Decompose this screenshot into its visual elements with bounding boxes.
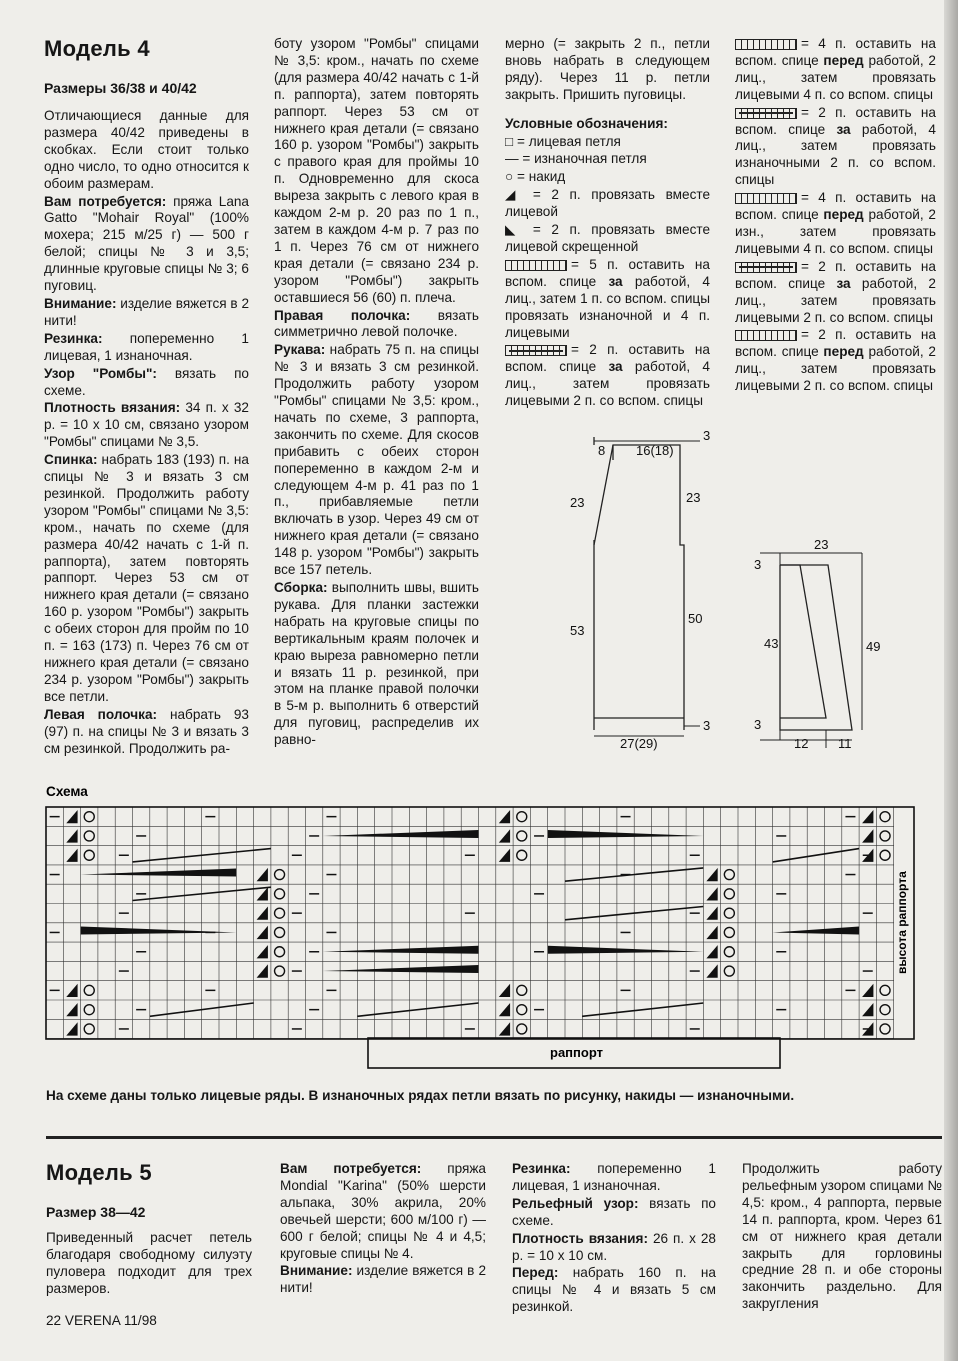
- text: попеременно 1 лицевая, 1 изнаночная.: [44, 330, 249, 363]
- term: Внимание:: [44, 295, 117, 311]
- rapport-height-label: высота раппорта: [895, 871, 909, 974]
- text: боту узором "Ромбы" спицами № 3,5: кром., начать по схеме (для размера 40/42 начать с 1-й п. раппорта), затем повторять раппорт. Через 53 см от нижнего края детали (= связано 160 р. узором "Ромбы") закрыть с правого края для проймы 10 п. Одновременно для скоса выреза закрыть с левого края в каждом 2-м р. 20 раз по 1 п., затем в каждом 4-м р. 7 раз по 1 п. Через 76 см от нижнего края детали (= связано 234 р. узором "Ромбы") закрыть оставшиеся 56 (60) п. плеча.: [274, 36, 479, 305]
- sleeve-bottom-1: 12: [794, 736, 809, 751]
- yarn-over-icon: [880, 850, 890, 860]
- cable-legend-item: [735, 327, 936, 395]
- text: 26 п. х 28 р. = 10 х 10 см.: [512, 1230, 716, 1263]
- yarn-over-icon: [724, 908, 734, 918]
- m4c1-para-4: [44, 366, 249, 400]
- k2tog-icon: [66, 1022, 77, 1035]
- yarn-over-icon: [724, 889, 734, 899]
- text: набрать 75 п. на спицы № 3 и вязать 3 см резинкой. Продолжить работу узором "Ромбы" спицами № 3,5: кром., начать по схеме, 3 раппорта, закончить по схеме. Для скосов прибавить с обеих сторон попеременно в каждом 2-м и следующем 4-м р. 41 раз по 1 п., прибавляемые петли включать в узор. Через 49 см от нижнего края детали (= связано 148 р. узором "Ромбы") закрыть все 157 петель.: [274, 342, 479, 578]
- sleeve-top-3: 3: [754, 557, 762, 572]
- k2tog-icon: [257, 887, 268, 900]
- sleeve-left: 43: [764, 636, 779, 651]
- yarn-over-icon: [517, 831, 527, 841]
- sleeve-right: 49: [866, 639, 881, 654]
- k2tog-icon: [499, 1003, 510, 1016]
- yarn-over-icon: [84, 831, 94, 841]
- term: Внимание:: [280, 1263, 353, 1279]
- legend-item: ◣ = 2 п. провязать вместе лицевой скрещенной: [505, 222, 710, 254]
- m4c1-para-5: [44, 400, 249, 451]
- m4c1-para-7: [44, 707, 249, 758]
- yarn-over-icon: [84, 985, 94, 995]
- text: работой, 4 лиц., затем 1 п. со вспом. спицы провязать изнаночной и 4 п. лицевыми: [505, 273, 710, 340]
- text: набрать 160 п. на спицы № 4 и вязать 5 см резинкой.: [512, 1265, 716, 1315]
- schema-label: Схема: [46, 784, 88, 799]
- yarn-over-icon: [84, 1005, 94, 1015]
- text: = 2 п. оставить на вспом. спице: [735, 104, 936, 137]
- term: Вам потребуется:: [280, 1161, 422, 1176]
- text: работой, 2 лиц., затем провязать лицевыми 2 п. со вспом. спицы: [735, 344, 936, 394]
- term: Узор "Ромбы":: [44, 365, 157, 381]
- yarn-over-icon: [724, 947, 734, 957]
- term: Перед:: [512, 1265, 559, 1281]
- model5-column-2: [280, 1161, 486, 1298]
- k2tog-icon: [257, 945, 268, 958]
- cable-line-icon: [133, 887, 271, 900]
- schema-note: На схеме даны только лицевые ряды. В изнаночных рядах петли вязать по рисунку, накиды — изнаночными.: [46, 1088, 795, 1103]
- cable-legend-item: [735, 36, 936, 104]
- text: = 4 п. оставить на вспом. спице: [735, 36, 936, 68]
- cable-legend-item: [505, 257, 710, 342]
- text: вязать по схеме.: [44, 365, 249, 398]
- text: изделие вяжется в 2 нити!: [44, 295, 249, 328]
- model4-title: Модель 4: [44, 36, 150, 61]
- text: = 5 п. оставить на вспом. спице: [505, 256, 710, 289]
- cable-wedge-icon: [81, 926, 237, 934]
- cable-line-icon: [133, 849, 271, 862]
- page-footer: 22 VERENA 11/98: [46, 1313, 157, 1328]
- text: = 2 п. оставить на вспом. спице: [505, 342, 710, 375]
- cable-wedge-icon: [773, 926, 860, 934]
- yarn-over-icon: [880, 1024, 890, 1034]
- text: работой, 2 лиц., затем провязать лицевыми 2 п. со вспом. спицы: [735, 275, 936, 325]
- emphasis: за: [836, 121, 851, 137]
- text: Отличающиеся данные для размера 40/42 приведены в скобках. Если стоит только одно число, то одно относится к обоим размерам.: [44, 108, 249, 191]
- k2tog-icon: [66, 810, 77, 823]
- text: работой, 4 лиц., затем провязать изнаночными 2 п. со вспом. спицы: [735, 121, 936, 188]
- k2tog-icon: [499, 810, 510, 823]
- text: работой, 4 лиц., затем провязать лицевыми 2 п. со вспом. спицы: [505, 359, 710, 409]
- model5-sizes: Размер 38—42: [46, 1204, 146, 1220]
- yarn-over-icon: [275, 927, 285, 937]
- yarn-over-icon: [275, 889, 285, 899]
- model4-column-3: [505, 36, 710, 411]
- yarn-over-icon: [275, 908, 285, 918]
- k2tog-icon: [862, 984, 873, 997]
- cable-wedge-icon: [323, 965, 479, 973]
- sleeve-bottom-2: 11: [838, 736, 852, 751]
- model5-column-1: Приведенный расчет петель благодаря свободному силуэту пуловера подходит для трех размеров.: [46, 1230, 252, 1296]
- text: 34 п. х 32 р. = 10 х 10 см, связано узором "Ромбы" спицами № 3,5.: [44, 400, 249, 450]
- m4c2-para-3: [274, 580, 479, 749]
- yarn-over-icon: [724, 966, 734, 976]
- k2tog-icon: [499, 984, 510, 997]
- model5-column-3: [512, 1161, 716, 1317]
- yarn-over-icon: [517, 812, 527, 822]
- m4c1-para-0: [44, 108, 249, 193]
- m4c2-para-2: [274, 342, 479, 579]
- text: набрать 93 (97) п. на спицы № 3 и вязать 3 см резинкой. Продолжить ра-: [44, 706, 249, 756]
- k2tog-icon: [706, 926, 717, 939]
- m4c2-para-0: [274, 36, 479, 307]
- cable-legend-item: [735, 105, 936, 190]
- m5c3-para-0: [512, 1161, 716, 1195]
- cable-wedge-icon: [323, 946, 479, 954]
- cable-wedge-icon: [81, 869, 237, 877]
- model4-column-4: [735, 36, 936, 396]
- m4c1-para-6: [44, 452, 249, 706]
- legend-list: [505, 134, 710, 256]
- k2tog-icon: [706, 964, 717, 977]
- legend-item: — = изнаночная петля: [505, 151, 647, 167]
- dim-bottom-right: 3: [703, 718, 711, 733]
- term: Левая полочка:: [44, 706, 158, 722]
- m5c3-para-1: [512, 1196, 716, 1230]
- text: работой, 2 изн., затем провязать лицевыми 4 п. со вспом. спицы: [735, 207, 936, 256]
- cable-symbol-icon: [735, 262, 797, 273]
- m5c2-para-0: [280, 1161, 486, 1262]
- cable-line-icon: [357, 1003, 478, 1016]
- yarn-over-icon: [880, 1005, 890, 1015]
- sleeve-bottom-3: 3: [754, 717, 762, 732]
- dim-left-1: 23: [570, 495, 585, 510]
- emphasis: за: [836, 275, 851, 291]
- dim-right-1: 23: [686, 490, 701, 505]
- cable-line-icon: [773, 849, 860, 862]
- cable-line-icon: [565, 868, 703, 881]
- yarn-over-icon: [517, 1024, 527, 1034]
- legend-item: ○ = накид: [505, 169, 566, 185]
- yarn-over-icon: [724, 870, 734, 880]
- cable-line-icon: [582, 1003, 703, 1016]
- text: работой, 2 лиц., затем провязать лицевыми 4 п. со вспом. спицы: [735, 52, 936, 102]
- k2tog-icon: [257, 926, 268, 939]
- text: пряжа Lana Gatto "Mohair Royal" (100% мохера; 215 м/25 г) — 500 г белой; спицы № 3 и 3,5; длинные круговые спицы № 3; 6 пуговиц.: [44, 193, 249, 294]
- sleeve-top: 23: [814, 537, 829, 552]
- cable-legend-item: [505, 342, 710, 410]
- cable-legend-item: [735, 259, 936, 327]
- cable-wedge-icon: [323, 830, 479, 838]
- emphasis: перед: [823, 52, 864, 68]
- yarn-over-icon: [84, 812, 94, 822]
- yarn-over-icon: [84, 1024, 94, 1034]
- yarn-over-icon: [84, 850, 94, 860]
- model4-sizes: Размеры 36/38 и 40/42: [44, 80, 197, 96]
- model4-column-2: [274, 36, 479, 750]
- cable-symbol-icon: [735, 330, 797, 341]
- k2tog-icon: [706, 868, 717, 881]
- cable-wedge-icon: [548, 946, 704, 954]
- cable-symbol-icon: [735, 39, 797, 50]
- k2tog-icon: [862, 1022, 873, 1035]
- text: = 4 п. оставить на вспом. спице: [735, 190, 936, 223]
- yarn-over-icon: [275, 966, 285, 976]
- m5c2-para-1: [280, 1263, 486, 1297]
- cable-symbol-icon: [735, 193, 797, 204]
- text: изделие вяжется в 2 нити!: [280, 1263, 486, 1296]
- k2tog-icon: [257, 964, 268, 977]
- term: Сборка:: [274, 580, 328, 595]
- text: пряжа Mondial "Karina" (50% шерсти альпака, 30% акрила, 20% овечьей шерсти; 600 м/100 г) — 600 г белой; спицы № 4 и 4,5; круговые спицы № 4.: [280, 1161, 486, 1261]
- cable-line-icon: [565, 907, 703, 920]
- dim-bottom: 27(29): [620, 736, 658, 751]
- section-divider: [46, 1136, 942, 1139]
- dim-left-2: 53: [570, 623, 585, 638]
- term: Резинка:: [44, 330, 103, 346]
- text: = 2 п. оставить на вспом. спице: [735, 258, 936, 291]
- text: набрать 183 (193) п. на спицы № 3 и вязать 3 см резинкой. Продолжить работу узором "Ромбы" спицами № 3,5: кром., начать по схеме (для размера 40/42 начать с 1-й п. раппорта), затем повторять раппорт. Через 53 см от нижнего края детали (= связано 160 р. узором "Ромбы") закрыть с обеих сторон для пройм по 10 п. = 163 (173) п. Через 76 см от нижнего края детали (= связано 234 р. узором "Ромбы") закрыть все петли.: [44, 452, 249, 704]
- rapport-label: раппорт: [550, 1045, 603, 1060]
- k2tog-icon: [706, 945, 717, 958]
- yarn-over-icon: [517, 850, 527, 860]
- m4c1-para-2: [44, 296, 249, 330]
- model5-column-4: Продолжить работу рельефным узором спицами № 4,5: кром., 4 раппорта, первые 14 п. раппорта, кром. Через 61 см от нижнего края детали закрыть для горловины средние 28 п. и обе стороны закончить раздельно. Для закругления: [742, 1161, 942, 1312]
- term: Правая полочка:: [274, 307, 411, 323]
- m4c2-para-1: [274, 308, 479, 342]
- yarn-over-icon: [275, 870, 285, 880]
- yarn-over-icon: [880, 831, 890, 841]
- text: выполнить швы, вшить рукава. Для планки застежки набрать на круговые спицы по вертикальным краям полочек и краю выреза равномерно петли и вязать 11 р. резинкой, при этом на планке правой полочки в 5-м р. выполнить 6 отверстий для пуговиц, распределив их равно-: [274, 580, 479, 748]
- term: Плотность вязания:: [512, 1230, 648, 1246]
- m5c3-para-3: [512, 1265, 716, 1316]
- dim-top-left: 8: [598, 443, 606, 458]
- legend-title: Условные обозначения:: [505, 115, 668, 131]
- dim-top-right: 3: [703, 428, 711, 443]
- m4c1-para-1: [44, 194, 249, 295]
- text: = 2 п. оставить на вспом. спице: [735, 327, 936, 360]
- k2tog-icon: [66, 1003, 77, 1016]
- k2tog-icon: [499, 849, 510, 862]
- k2tog-icon: [706, 907, 717, 920]
- legend-item: ◢ = 2 п. провязать вместе лицевой: [505, 187, 710, 220]
- emphasis: перед: [823, 207, 864, 223]
- model5-title: Модель 5: [46, 1160, 152, 1185]
- cable-symbol-icon: [735, 108, 797, 119]
- model4-col3-intro: мерно (= закрыть 2 п., петли вновь набрать в следующем ряду). Через 11 р. петли закрыть. Пришить пуговицы.: [505, 36, 710, 102]
- emphasis: перед: [823, 344, 864, 360]
- yarn-over-icon: [880, 985, 890, 995]
- text: вязать по схеме.: [512, 1195, 716, 1228]
- k2tog-icon: [499, 829, 510, 842]
- emphasis: за: [608, 359, 623, 375]
- emphasis: за: [608, 273, 623, 289]
- yarn-over-icon: [517, 1005, 527, 1015]
- text: вязать симметрично левой полочке.: [274, 307, 479, 340]
- term: Рельефный узор:: [512, 1195, 639, 1211]
- yarn-over-icon: [724, 927, 734, 937]
- knitting-chart-grid: [46, 807, 894, 1039]
- k2tog-icon: [257, 907, 268, 920]
- k2tog-icon: [862, 849, 873, 862]
- term: Рукава:: [274, 342, 326, 358]
- text: попеременно 1 лицевая, 1 изнаночная.: [512, 1161, 716, 1193]
- k2tog-icon: [862, 1003, 873, 1016]
- term: Вам потребуется:: [44, 193, 167, 209]
- cable-wedge-icon: [548, 830, 704, 838]
- m4c1-para-3: [44, 331, 249, 365]
- k2tog-icon: [862, 810, 873, 823]
- term: Плотность вязания:: [44, 400, 181, 416]
- k2tog-icon: [499, 1022, 510, 1035]
- cable-legend-item: [735, 190, 936, 258]
- term: Спинка:: [44, 452, 98, 468]
- cable-symbol-icon: [505, 345, 567, 356]
- k2tog-icon: [66, 984, 77, 997]
- cable-symbol-icon: [505, 260, 567, 271]
- k2tog-icon: [66, 829, 77, 842]
- dim-right-2: 50: [688, 611, 703, 626]
- page-binding-edge: [944, 0, 958, 1361]
- dim-top-mid: 16(18): [636, 443, 674, 458]
- k2tog-icon: [66, 849, 77, 862]
- model4-column-1: [44, 108, 249, 758]
- yarn-over-icon: [517, 985, 527, 995]
- yarn-over-icon: [275, 947, 285, 957]
- m5c3-para-2: [512, 1231, 716, 1265]
- legend-item: □ = лицевая петля: [505, 133, 621, 149]
- legend-cables: [505, 257, 710, 410]
- term: Резинка:: [512, 1161, 571, 1176]
- k2tog-icon: [862, 829, 873, 842]
- k2tog-icon: [706, 887, 717, 900]
- cable-line-icon: [150, 1003, 254, 1016]
- yarn-over-icon: [880, 812, 890, 822]
- k2tog-icon: [257, 868, 268, 881]
